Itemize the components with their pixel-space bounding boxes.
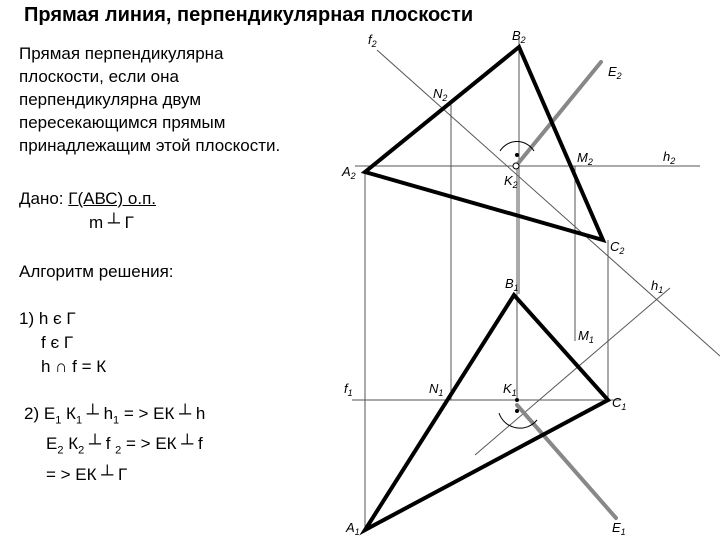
e2k2-line (516, 62, 601, 166)
label-k2: $K_2$ (504, 173, 518, 190)
label-k1: $K_1$ (503, 381, 517, 398)
label-m1: $M_1$ (578, 328, 594, 345)
step-1 (19, 307, 106, 379)
label-m2: $M_2$ (577, 150, 593, 167)
step-2-line-2: $Е_2$ $К_2$ ┴ f $_2$ = > ЕК ┴ f (46, 434, 203, 457)
label-f2: $f_2$ (368, 32, 377, 49)
label-a1: $A_1$ (346, 520, 360, 537)
triangle-abc-2 (365, 47, 603, 240)
label-b2: $B_2$ (512, 28, 526, 45)
projection-diagram (330, 0, 720, 540)
label-e2: $E_2$ (608, 64, 622, 81)
point-k1 (515, 398, 519, 402)
given-condition: m ┴ Г (89, 213, 134, 232)
label-e1: $E_1$ (612, 520, 626, 537)
page-title: Прямая линия, перпендикулярная плоскости (24, 4, 474, 26)
perpendicular-ek (516, 62, 616, 518)
label-b1: $B_1$ (505, 276, 519, 293)
label-c2: $C_2$ (610, 239, 625, 256)
label-n1: $N_1$ (429, 381, 444, 398)
triangle-abc-1 (365, 295, 608, 530)
point-dot-k1 (515, 409, 519, 413)
label-a2: $A_2$ (342, 164, 356, 181)
label-c1: $C_1$ (612, 395, 627, 412)
label-f1: $f_1$ (344, 381, 353, 398)
step-2-line-3: = > ЕК ┴ Г (46, 464, 128, 484)
given-block (19, 187, 156, 235)
step-2 (24, 402, 205, 487)
construction-lines (352, 38, 720, 530)
point-dot-k2 (515, 153, 519, 157)
point-k2 (513, 163, 519, 169)
labels (341, 28, 675, 537)
definition-text: Прямая перпендикулярна плоскости, если она перпендикулярна двум пересекающимся прямым принадлежащим этой плоскости. (19, 44, 281, 155)
given-prefix: Дано: (19, 189, 69, 208)
given-plane: Г(АВС) о.п. (68, 189, 157, 208)
step-2-line-1: 2) $Е_1$ $К_1$ ┴ $h_1$ = > ЕК ┴ h (24, 404, 206, 427)
label-n2: $N_2$ (433, 86, 448, 103)
triangles (365, 47, 608, 530)
step-1-line-2: f є Г (41, 333, 74, 352)
step-1-line-1: 1) h є Г (19, 309, 76, 328)
step-1-line-3: h ∩ f = К (41, 357, 107, 376)
f2-line (377, 50, 720, 356)
label-h1: $h_1$ (651, 278, 664, 295)
label-h2: $h_2$ (663, 149, 676, 166)
algorithm-title: Алгоритм решения: (19, 262, 174, 281)
